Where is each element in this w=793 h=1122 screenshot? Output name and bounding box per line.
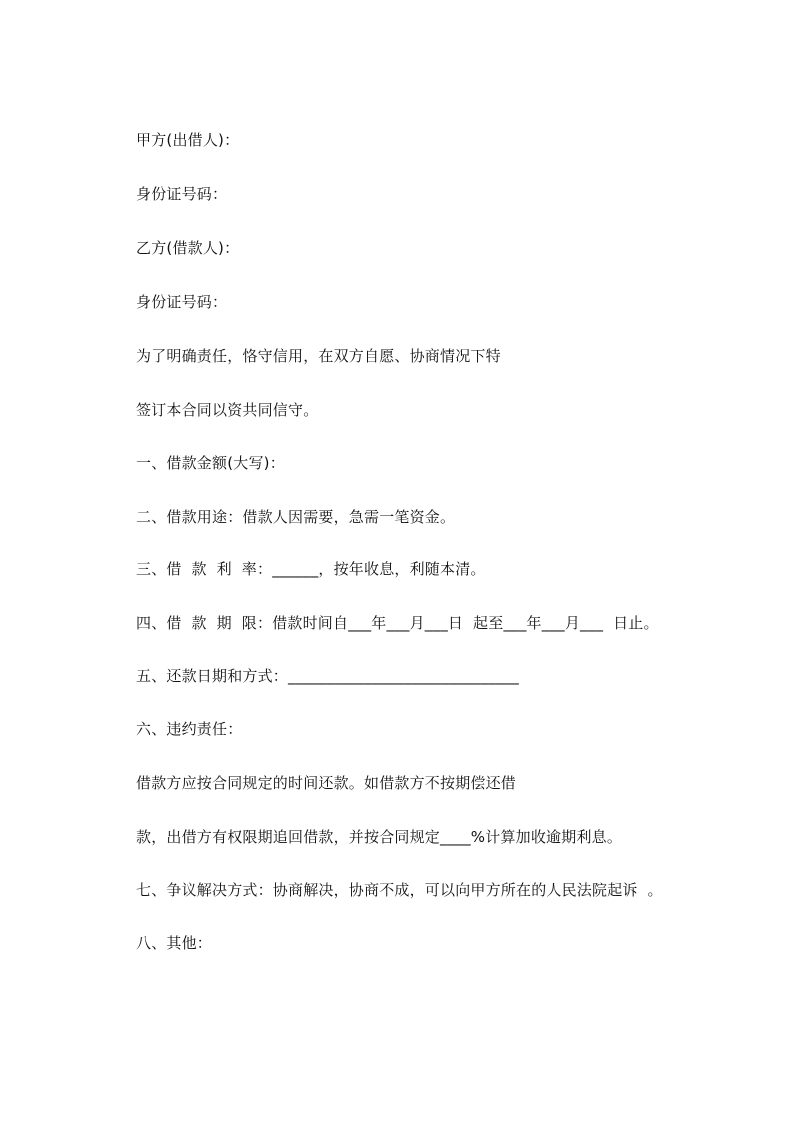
clause-3-interest-rate: 三、借 款 利 率：______，按年收息，利随本清。 (136, 560, 486, 578)
party-a-id-line: 身份证号码： (136, 185, 228, 203)
preamble-line-1: 为了明确责任，恪守信用，在双方自愿、协商情况下特 (136, 347, 501, 365)
party-b-borrower-line: 乙方(借款人)： (136, 239, 240, 257)
clause-4-term: 四、借 款 期 限：借款时间自___年___月___日 起至___年___月___ 日止。 (136, 614, 659, 632)
clause-6-body-line-1: 借款方应按合同规定的时间还款。如借款方不按期偿还借 (136, 774, 517, 792)
party-b-id-line: 身份证号码： (136, 293, 228, 311)
preamble-line-2: 签订本合同以资共同信守。 (136, 401, 319, 419)
party-a-lender-line: 甲方(出借人)： (136, 131, 240, 149)
clause-2-purpose: 二、借款用途：借款人因需要，急需一笔资金。 (136, 508, 456, 526)
clause-7-dispute: 七、争议解决方式：协商解决，协商不成，可以向甲方所在的人民法院起诉 。 (136, 881, 663, 899)
clause-5-repayment: 五、还款日期和方式：______________________________ (136, 667, 520, 685)
clause-6-body-line-2: 款，出借方有权限期追回借款，并按合同规定____%计算加收逾期利息。 (136, 828, 623, 846)
clause-8-other: 八、其他： (136, 934, 213, 952)
clause-1-amount: 一、借款金额(大写)： (136, 454, 285, 472)
clause-6-liability-title: 六、违约责任： (136, 720, 243, 738)
